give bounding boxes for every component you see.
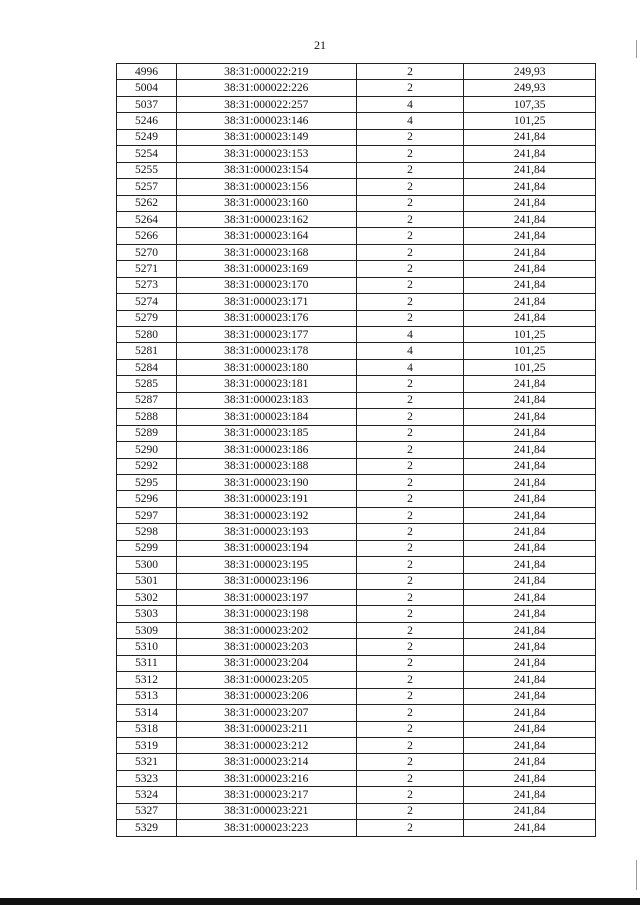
- cadastral-number-cell: 38:31:000023:212: [176, 737, 356, 753]
- count-cell: 2: [356, 294, 464, 310]
- row-number-cell: 5264: [117, 211, 177, 227]
- table-row: [117, 803, 596, 819]
- cadastral-number-cell: 38:31:000023:185: [176, 425, 356, 441]
- value-cell: 241,84: [464, 524, 596, 540]
- row-number-cell: 5309: [117, 622, 177, 638]
- value-cell: 107,35: [464, 96, 596, 112]
- table-row: [117, 688, 596, 704]
- value-cell: 241,84: [464, 425, 596, 441]
- table-row: [117, 557, 596, 573]
- value-cell: 241,84: [464, 162, 596, 178]
- table-row: [117, 211, 596, 227]
- count-cell: 2: [356, 573, 464, 589]
- row-number-cell: 5271: [117, 261, 177, 277]
- row-number-cell: 5303: [117, 606, 177, 622]
- table-row: [117, 409, 596, 425]
- table-row: [117, 425, 596, 441]
- row-number-cell: 5311: [117, 655, 177, 671]
- cadastral-number-cell: 38:31:000023:204: [176, 655, 356, 671]
- count-cell: 2: [356, 376, 464, 392]
- value-cell: 101,25: [464, 343, 596, 359]
- value-cell: 241,84: [464, 754, 596, 770]
- table-row: [117, 507, 596, 523]
- row-number-cell: 5299: [117, 540, 177, 556]
- row-number-cell: 5246: [117, 113, 177, 129]
- cadastral-number-cell: 38:31:000023:149: [176, 129, 356, 145]
- count-cell: 4: [356, 96, 464, 112]
- row-number-cell: 5284: [117, 359, 177, 375]
- table-row: [117, 606, 596, 622]
- value-cell: 241,84: [464, 195, 596, 211]
- cadastral-number-cell: 38:31:000023:184: [176, 409, 356, 425]
- count-cell: 2: [356, 655, 464, 671]
- cadastral-number-cell: 38:31:000023:164: [176, 228, 356, 244]
- table-row: [117, 721, 596, 737]
- row-number-cell: 5298: [117, 524, 177, 540]
- value-cell: 241,84: [464, 770, 596, 786]
- count-cell: 2: [356, 688, 464, 704]
- table-row: [117, 96, 596, 112]
- table-row: [117, 294, 596, 310]
- cadastral-number-cell: 38:31:000023:168: [176, 244, 356, 260]
- row-number-cell: 5257: [117, 179, 177, 195]
- row-number-cell: 5302: [117, 590, 177, 606]
- table-row: [117, 474, 596, 490]
- row-number-cell: 5295: [117, 474, 177, 490]
- count-cell: 2: [356, 754, 464, 770]
- row-number-cell: 5266: [117, 228, 177, 244]
- count-cell: 2: [356, 228, 464, 244]
- value-cell: 241,84: [464, 820, 596, 836]
- count-cell: 2: [356, 425, 464, 441]
- table-row: [117, 787, 596, 803]
- count-cell: 2: [356, 737, 464, 753]
- count-cell: 2: [356, 803, 464, 819]
- row-number-cell: 5254: [117, 146, 177, 162]
- row-number-cell: 5323: [117, 770, 177, 786]
- row-number-cell: 5310: [117, 639, 177, 655]
- table-row: [117, 737, 596, 753]
- cadastral-number-cell: 38:31:000023:146: [176, 113, 356, 129]
- table-row: [117, 179, 596, 195]
- value-cell: 241,84: [464, 458, 596, 474]
- row-number-cell: 4996: [117, 64, 177, 80]
- value-cell: 241,84: [464, 277, 596, 293]
- cadastral-number-cell: 38:31:000023:186: [176, 442, 356, 458]
- row-number-cell: 5281: [117, 343, 177, 359]
- table-row: [117, 244, 596, 260]
- table-row: [117, 162, 596, 178]
- value-cell: 241,84: [464, 573, 596, 589]
- row-number-cell: 5292: [117, 458, 177, 474]
- value-cell: 241,84: [464, 294, 596, 310]
- row-number-cell: 5037: [117, 96, 177, 112]
- table-row: [117, 343, 596, 359]
- value-cell: 241,84: [464, 146, 596, 162]
- count-cell: 2: [356, 179, 464, 195]
- cadastral-number-cell: 38:31:000023:176: [176, 310, 356, 326]
- count-cell: 4: [356, 359, 464, 375]
- cadastral-number-cell: 38:31:000023:202: [176, 622, 356, 638]
- value-cell: 241,84: [464, 540, 596, 556]
- table-row: [117, 277, 596, 293]
- count-cell: 2: [356, 458, 464, 474]
- count-cell: 2: [356, 820, 464, 836]
- cadastral-number-cell: 38:31:000023:170: [176, 277, 356, 293]
- row-number-cell: 5255: [117, 162, 177, 178]
- table-row: [117, 655, 596, 671]
- cadastral-number-cell: 38:31:000023:192: [176, 507, 356, 523]
- row-number-cell: 5004: [117, 80, 177, 96]
- value-cell: 241,84: [464, 721, 596, 737]
- value-cell: 241,84: [464, 606, 596, 622]
- row-number-cell: 5319: [117, 737, 177, 753]
- cadastral-number-cell: 38:31:000023:160: [176, 195, 356, 211]
- value-cell: 241,84: [464, 442, 596, 458]
- count-cell: 2: [356, 639, 464, 655]
- count-cell: 2: [356, 64, 464, 80]
- value-cell: 241,84: [464, 211, 596, 227]
- count-cell: 2: [356, 787, 464, 803]
- table-row: [117, 770, 596, 786]
- value-cell: 101,25: [464, 327, 596, 343]
- table-row: [117, 458, 596, 474]
- cadastral-number-cell: 38:31:000023:223: [176, 820, 356, 836]
- row-number-cell: 5270: [117, 244, 177, 260]
- table-row: [117, 590, 596, 606]
- cadastral-number-cell: 38:31:000023:203: [176, 639, 356, 655]
- scan-artifact: [636, 40, 637, 58]
- cadastral-number-cell: 38:31:000023:191: [176, 491, 356, 507]
- row-number-cell: 5285: [117, 376, 177, 392]
- count-cell: 2: [356, 277, 464, 293]
- table-row: [117, 754, 596, 770]
- value-cell: 241,84: [464, 261, 596, 277]
- cadastral-number-cell: 38:31:000023:211: [176, 721, 356, 737]
- count-cell: 2: [356, 507, 464, 523]
- value-cell: 241,84: [464, 244, 596, 260]
- row-number-cell: 5327: [117, 803, 177, 819]
- table-row: [117, 820, 596, 836]
- value-cell: 241,84: [464, 622, 596, 638]
- count-cell: 2: [356, 80, 464, 96]
- count-cell: 2: [356, 770, 464, 786]
- cadastral-number-cell: 38:31:000023:162: [176, 211, 356, 227]
- value-cell: 241,84: [464, 705, 596, 721]
- value-cell: 241,84: [464, 590, 596, 606]
- count-cell: 4: [356, 327, 464, 343]
- row-number-cell: 5324: [117, 787, 177, 803]
- value-cell: 101,25: [464, 359, 596, 375]
- count-cell: 2: [356, 474, 464, 490]
- page-number: 21: [314, 38, 326, 52]
- cadastral-number-cell: 38:31:000023:190: [176, 474, 356, 490]
- count-cell: 2: [356, 721, 464, 737]
- count-cell: 2: [356, 392, 464, 408]
- count-cell: 2: [356, 491, 464, 507]
- count-cell: 2: [356, 590, 464, 606]
- cadastral-number-cell: 38:31:000023:177: [176, 327, 356, 343]
- cadastral-number-cell: 38:31:000023:195: [176, 557, 356, 573]
- value-cell: 241,84: [464, 507, 596, 523]
- cadastral-number-cell: 38:31:000023:205: [176, 672, 356, 688]
- value-cell: 241,84: [464, 491, 596, 507]
- cadastral-number-cell: 38:31:000022:257: [176, 96, 356, 112]
- count-cell: 2: [356, 524, 464, 540]
- count-cell: 2: [356, 162, 464, 178]
- row-number-cell: 5329: [117, 820, 177, 836]
- value-cell: 241,84: [464, 129, 596, 145]
- cadastral-number-cell: 38:31:000022:219: [176, 64, 356, 80]
- count-cell: 2: [356, 195, 464, 211]
- row-number-cell: 5262: [117, 195, 177, 211]
- value-cell: 241,84: [464, 557, 596, 573]
- cadastral-number-cell: 38:31:000023:206: [176, 688, 356, 704]
- value-cell: 241,84: [464, 737, 596, 753]
- table-row: [117, 195, 596, 211]
- cadastral-number-cell: 38:31:000023:198: [176, 606, 356, 622]
- cadastral-number-cell: 38:31:000023:216: [176, 770, 356, 786]
- cadastral-number-cell: 38:31:000023:193: [176, 524, 356, 540]
- scan-edge: [0, 898, 640, 905]
- count-cell: 2: [356, 606, 464, 622]
- value-cell: 101,25: [464, 113, 596, 129]
- table-row: [117, 113, 596, 129]
- table-row: [117, 64, 596, 80]
- parcel-table: [116, 63, 596, 837]
- row-number-cell: 5312: [117, 672, 177, 688]
- row-number-cell: 5289: [117, 425, 177, 441]
- cadastral-number-cell: 38:31:000023:171: [176, 294, 356, 310]
- row-number-cell: 5301: [117, 573, 177, 589]
- cadastral-number-cell: 38:31:000023:183: [176, 392, 356, 408]
- count-cell: 2: [356, 261, 464, 277]
- count-cell: 2: [356, 672, 464, 688]
- value-cell: 241,84: [464, 179, 596, 195]
- cadastral-number-cell: 38:31:000023:196: [176, 573, 356, 589]
- value-cell: 241,84: [464, 672, 596, 688]
- value-cell: 241,84: [464, 376, 596, 392]
- table-row: [117, 672, 596, 688]
- value-cell: 241,84: [464, 310, 596, 326]
- value-cell: 241,84: [464, 409, 596, 425]
- value-cell: 241,84: [464, 392, 596, 408]
- row-number-cell: 5296: [117, 491, 177, 507]
- count-cell: 2: [356, 310, 464, 326]
- table-row: [117, 129, 596, 145]
- row-number-cell: 5300: [117, 557, 177, 573]
- table-row: [117, 573, 596, 589]
- table-row: [117, 392, 596, 408]
- value-cell: 241,84: [464, 474, 596, 490]
- row-number-cell: 5288: [117, 409, 177, 425]
- table-row: [117, 228, 596, 244]
- table-row: [117, 705, 596, 721]
- row-number-cell: 5280: [117, 327, 177, 343]
- cadastral-number-cell: 38:31:000023:207: [176, 705, 356, 721]
- table-row: [117, 80, 596, 96]
- cadastral-number-cell: 38:31:000023:169: [176, 261, 356, 277]
- table-row: [117, 310, 596, 326]
- value-cell: 241,84: [464, 655, 596, 671]
- count-cell: 4: [356, 113, 464, 129]
- count-cell: 2: [356, 622, 464, 638]
- count-cell: 2: [356, 557, 464, 573]
- count-cell: 2: [356, 540, 464, 556]
- row-number-cell: 5297: [117, 507, 177, 523]
- table-row: [117, 639, 596, 655]
- table-row: [117, 442, 596, 458]
- row-number-cell: 5313: [117, 688, 177, 704]
- table-row: [117, 376, 596, 392]
- row-number-cell: 5287: [117, 392, 177, 408]
- count-cell: 2: [356, 442, 464, 458]
- row-number-cell: 5274: [117, 294, 177, 310]
- count-cell: 2: [356, 705, 464, 721]
- cadastral-number-cell: 38:31:000023:180: [176, 359, 356, 375]
- table-body: [117, 64, 596, 837]
- count-cell: 2: [356, 409, 464, 425]
- count-cell: 4: [356, 343, 464, 359]
- count-cell: 2: [356, 211, 464, 227]
- value-cell: 241,84: [464, 688, 596, 704]
- value-cell: 241,84: [464, 228, 596, 244]
- table-row: [117, 327, 596, 343]
- value-cell: 249,93: [464, 64, 596, 80]
- cadastral-number-cell: 38:31:000023:217: [176, 787, 356, 803]
- row-number-cell: 5290: [117, 442, 177, 458]
- table-row: [117, 622, 596, 638]
- value-cell: 249,93: [464, 80, 596, 96]
- value-cell: 241,84: [464, 787, 596, 803]
- count-cell: 2: [356, 129, 464, 145]
- table-row: [117, 359, 596, 375]
- cadastral-number-cell: 38:31:000023:178: [176, 343, 356, 359]
- row-number-cell: 5318: [117, 721, 177, 737]
- row-number-cell: 5273: [117, 277, 177, 293]
- row-number-cell: 5249: [117, 129, 177, 145]
- row-number-cell: 5279: [117, 310, 177, 326]
- value-cell: 241,84: [464, 639, 596, 655]
- cadastral-number-cell: 38:31:000022:226: [176, 80, 356, 96]
- cadastral-number-cell: 38:31:000023:214: [176, 754, 356, 770]
- cadastral-number-cell: 38:31:000023:188: [176, 458, 356, 474]
- value-cell: 241,84: [464, 803, 596, 819]
- cadastral-number-cell: 38:31:000023:156: [176, 179, 356, 195]
- scan-artifact: [636, 860, 637, 890]
- cadastral-number-cell: 38:31:000023:194: [176, 540, 356, 556]
- table-row: [117, 491, 596, 507]
- table-row: [117, 540, 596, 556]
- cadastral-number-cell: 38:31:000023:221: [176, 803, 356, 819]
- cadastral-number-cell: 38:31:000023:154: [176, 162, 356, 178]
- cadastral-number-cell: 38:31:000023:197: [176, 590, 356, 606]
- table-row: [117, 524, 596, 540]
- count-cell: 2: [356, 244, 464, 260]
- row-number-cell: 5314: [117, 705, 177, 721]
- row-number-cell: 5321: [117, 754, 177, 770]
- cadastral-number-cell: 38:31:000023:181: [176, 376, 356, 392]
- table-row: [117, 146, 596, 162]
- count-cell: 2: [356, 146, 464, 162]
- table-row: [117, 261, 596, 277]
- cadastral-number-cell: 38:31:000023:153: [176, 146, 356, 162]
